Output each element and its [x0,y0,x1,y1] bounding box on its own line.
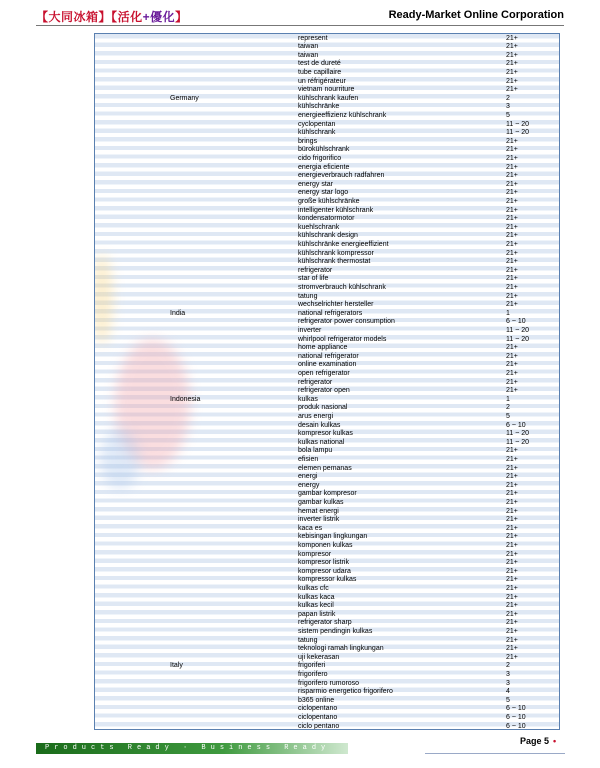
table-row [95,482,559,491]
rank-cell: 21+ [506,498,518,506]
brand-open-bracket: 【 [36,10,49,24]
table-row [95,688,559,697]
country-cell: India [170,309,186,317]
keyword-cell: refrigerator sharp [298,619,352,627]
keyword-cell: risparmio energetico frigorifero [298,688,393,696]
table-row [95,516,559,525]
keyword-cell: refrigerator [298,378,333,386]
page-label: Page 5 [520,736,550,746]
rank-cell: 21+ [506,447,518,455]
keyword-cell: kompressor kulkas [298,576,357,584]
keyword-cell: ciclopentano [298,705,338,713]
keyword-cell: kompresor listrik [298,559,349,567]
rank-cell: 21+ [506,481,518,489]
rank-cell: 6 ~ 10 [506,421,526,429]
rank-cell: 21+ [506,524,518,532]
keyword-cell: sistem pendingin kulkas [298,627,373,635]
rank-cell: 3 [506,670,510,678]
rank-cell: 11 ~ 20 [506,129,530,137]
table-row [95,551,559,560]
keyword-cell: kühlschrank kompressor [298,249,374,257]
keyword-cell: komponen kulkas [298,541,353,549]
table-row [95,404,559,413]
rank-cell: 5 [506,696,510,704]
rank-cell: 21+ [506,189,518,197]
table-row [95,172,559,181]
rank-cell: 21+ [506,645,518,653]
table-row [95,499,559,508]
keyword-cell: refrigerator [298,266,333,274]
rank-cell: 1 [506,395,510,403]
keyword-cell: kompresor udara [298,567,351,575]
table-row [95,559,559,568]
keyword-cell: teknologi ramah lingkungan [298,645,384,653]
page-number [520,736,556,746]
rank-cell: 21+ [506,43,518,51]
keyword-cell: kebisingan lingkungan [298,533,368,541]
table-row [95,645,559,654]
table-row [95,215,559,224]
keyword-cell: kühlschrank thermostat [298,258,371,266]
rank-cell: 21+ [506,576,518,584]
keyword-cell: tatung [298,292,318,300]
rank-cell: 21+ [506,249,518,257]
table-row [95,112,559,121]
header-divider [36,25,564,26]
table-row [95,35,559,44]
rank-cell: 21+ [506,378,518,386]
table-row [95,258,559,267]
table-row [95,43,559,52]
table-row [95,473,559,482]
table-row [95,138,559,147]
rank-cell: 21+ [506,146,518,154]
table-row [95,637,559,646]
brand-close-bracket: 】 [98,10,112,24]
table-row [95,508,559,517]
page-bullet: • [553,736,557,746]
table-row [95,654,559,663]
table-row [95,224,559,233]
table-row [95,275,559,284]
keyword-cell: kulkas national [298,438,345,446]
rank-cell: 4 [506,688,510,696]
keyword-cell: represent [298,34,328,42]
table-row [95,697,559,706]
rank-cell: 2 [506,404,510,412]
table-row [95,422,559,431]
country-cell: Indonesia [170,395,201,403]
rank-cell: 21+ [506,137,518,145]
table-row [95,619,559,628]
rank-cell: 21+ [506,154,518,162]
keyword-cell: star of life [298,275,329,283]
keyword-cell: frigoriferi [298,662,326,670]
table-row [95,52,559,61]
keyword-cell: kompresor [298,550,332,558]
slogan-close-bracket: 】 [175,10,188,24]
keyword-cell: energia eficiente [298,163,350,171]
keyword-cell: inverter listrik [298,516,340,524]
rank-cell: 21+ [506,361,518,369]
keyword-cell: desain kulkas [298,421,341,429]
keyword-cell: national refrigerators [298,309,363,317]
rank-cell: 3 [506,679,510,687]
keyword-cell: bola lampu [298,447,333,455]
keyword-cell: whirlpool refrigerator models [298,335,387,343]
brand-name: 大同冰箱 [48,10,99,24]
rank-cell: 5 [506,111,510,119]
rank-cell: 21+ [506,206,518,214]
rank-cell: 6 ~ 10 [506,318,526,326]
rank-cell: 21+ [506,352,518,360]
rank-cell: 21+ [506,550,518,558]
keyword-cell: energi [298,473,318,481]
table-row [95,413,559,422]
table-row [95,181,559,190]
keyword-cell: gambar kulkas [298,498,344,506]
table-row [95,576,559,585]
brand-title [36,8,188,25]
rank-cell: 11 ~ 20 [506,438,530,446]
table-row [95,723,559,731]
keyword-cell: kulkas cfc [298,584,329,592]
table-row [95,267,559,276]
keyword-cell: vietnam nourriture [298,86,355,94]
keyword-cell: online examination [298,361,357,369]
table-row [95,370,559,379]
rank-cell: 21+ [506,51,518,59]
table-row [95,671,559,680]
keyword-cell: papan listrik [298,610,336,618]
rank-cell: 21+ [506,584,518,592]
keyword-cell: cyclopentan [298,120,336,128]
keyword-cell: kondensatormotor [298,215,355,223]
keyword-cell: kulkas kaca [298,593,335,601]
table-row [95,103,559,112]
table-row [95,447,559,456]
table-row [95,602,559,611]
keyword-cell: kühlschränke [298,103,340,111]
keyword-cell: frigorifero [298,670,328,678]
rank-cell: 21+ [506,533,518,541]
rank-cell: 21+ [506,60,518,68]
keyword-cell: tatung [298,636,318,644]
rank-cell: 21+ [506,593,518,601]
keyword-cell: kuehlschrank [298,223,340,231]
table-row [95,628,559,637]
table-row [95,284,559,293]
keyword-cell: cido frigorifico [298,154,342,162]
rank-cell: 6 ~ 10 [506,713,526,721]
country-cell: Germany [170,94,199,102]
rank-cell: 21+ [506,602,518,610]
rank-cell: 21+ [506,516,518,524]
footer-tagline: Products Ready · Business Ready [45,744,331,752]
table-row [95,232,559,241]
table-row [95,361,559,370]
rank-cell: 21+ [506,653,518,661]
rank-cell: 21+ [506,369,518,377]
keyword-cell: stromverbrauch kühlschrank [298,283,386,291]
keyword-cell: national refrigerator [298,352,359,360]
keyword-cell: energieeffizienz kühlschrank [298,111,387,119]
keyword-cell: home appliance [298,344,348,352]
table-row [95,207,559,216]
rank-cell: 21+ [506,215,518,223]
keyword-cell: wechselrichter hersteller [298,301,374,309]
rank-cell: 21+ [506,507,518,515]
table-row [95,525,559,534]
rank-cell: 21+ [506,567,518,575]
table-row [95,86,559,95]
table-row [95,490,559,499]
keyword-cell: brings [298,137,318,145]
rank-cell: 21+ [506,541,518,549]
table-row [95,250,559,259]
slogan-part2: 優化 [150,10,176,24]
table-row [95,387,559,396]
table-row [95,430,559,439]
rank-cell: 21+ [506,258,518,266]
rank-cell: 21+ [506,163,518,171]
keyword-cell: große kühlschränke [298,197,360,205]
keyword-cell: open refrigerator [298,369,350,377]
page-header [0,0,600,28]
rank-cell: 21+ [506,172,518,180]
keyword-cell: hemat energi [298,507,339,515]
keyword-cell: test de dureté [298,60,341,68]
keyword-cell: b365 online [298,696,335,704]
rank-cell: 5 [506,412,510,420]
table-row [95,241,559,250]
table-row [95,121,559,130]
rank-cell: 3 [506,103,510,111]
rank-cell: 21+ [506,619,518,627]
table-row [95,396,559,405]
table-row [95,353,559,362]
table-row [95,129,559,138]
table-row [95,78,559,87]
table-row [95,155,559,164]
table-row [95,318,559,327]
keyword-cell: kühlschrank kaufen [298,94,359,102]
keyword-cell: kaca es [298,524,323,532]
rank-cell: 21+ [506,232,518,240]
keyword-cell: produk nasional [298,404,348,412]
rank-cell: 21+ [506,559,518,567]
rank-cell: 21+ [506,283,518,291]
keyword-cell: refrigerator power consumption [298,318,395,326]
footer-divider [425,753,565,754]
table-row [95,680,559,689]
table-row [95,146,559,155]
rank-cell: 21+ [506,344,518,352]
table-row [95,594,559,603]
rank-cell: 21+ [506,636,518,644]
rank-cell: 21+ [506,455,518,463]
keyword-cell: kühlschränke energieeffizient [298,240,389,248]
table-row [95,60,559,69]
table-row [95,439,559,448]
keyword-cell: arus energi [298,412,334,420]
table-row [95,189,559,198]
table-row [95,198,559,207]
keyword-cell: taiwan [298,51,319,59]
slogan-part1: 活化 [117,10,143,24]
table-row [95,585,559,594]
rank-cell: 21+ [506,197,518,205]
rank-cell: 2 [506,94,510,102]
keyword-cell: efisien [298,455,319,463]
rank-cell: 6 ~ 10 [506,722,526,730]
rank-cell: 21+ [506,223,518,231]
table-row [95,310,559,319]
rank-cell: 21+ [506,627,518,635]
keyword-cell: intelligenter kühlschrank [298,206,374,214]
rank-cell: 21+ [506,240,518,248]
keyword-cell: tube capillaire [298,68,342,76]
keyword-cell: kulkas [298,395,318,403]
keyword-cell: energy [298,481,320,489]
rank-cell: 11 ~ 20 [506,335,530,343]
rank-cell: 11 ~ 20 [506,120,530,128]
table-row [95,456,559,465]
keyword-cell: energieverbrauch radfahren [298,172,385,180]
rank-cell: 21+ [506,387,518,395]
rank-cell: 21+ [506,275,518,283]
table-row [95,533,559,542]
rank-cell: 21+ [506,464,518,472]
keyword-cell: refrigerator open [298,387,350,395]
table-row [95,164,559,173]
table-row [95,95,559,104]
rank-cell: 21+ [506,490,518,498]
rank-cell: 21+ [506,292,518,300]
table-row [95,465,559,474]
table-row [95,301,559,310]
rank-cell: 21+ [506,86,518,94]
keyword-cell: kühlschrank [298,129,336,137]
keyword-cell: bürokühlschrank [298,146,350,154]
table-row [95,69,559,78]
table-row [95,542,559,551]
company-name: Ready-Market Online Corporation [388,9,564,21]
keyword-cell: un réfrigérateur [298,77,346,85]
keyword-cell: inverter [298,326,322,334]
keyword-cell: gambar kompresor [298,490,357,498]
rank-cell: 6 ~ 10 [506,705,526,713]
keyword-cell: frigorifero rumoroso [298,679,360,687]
rank-cell: 21+ [506,266,518,274]
table-row [95,379,559,388]
rank-cell: 1 [506,309,510,317]
keyword-cell: energy star logo [298,189,349,197]
rank-cell: 2 [506,662,510,670]
country-cell: Italy [170,662,183,670]
keyword-cell: kompresor kulkas [298,430,353,438]
keyword-cell: elemen pemanas [298,464,352,472]
rank-cell: 21+ [506,301,518,309]
keyword-ranking-table [94,33,560,730]
table-row [95,568,559,577]
table-row [95,293,559,302]
keyword-cell: uji kekerasan [298,653,340,661]
rank-cell: 21+ [506,180,518,188]
rank-cell: 21+ [506,473,518,481]
rank-cell: 21+ [506,77,518,85]
table-row [95,705,559,714]
table-row [95,611,559,620]
table-row [95,327,559,336]
rank-cell: 11 ~ 20 [506,326,530,334]
rank-cell: 21+ [506,610,518,618]
table-row [95,344,559,353]
slogan-open-bracket: 【 [111,10,118,24]
rank-cell: 11 ~ 20 [506,430,530,438]
keyword-cell: ciclo pentano [298,722,340,730]
rank-cell: 21+ [506,68,518,76]
keyword-cell: ciclopentano [298,713,338,721]
keyword-cell: energy star [298,180,334,188]
keyword-cell: taiwan [298,43,319,51]
keyword-cell: kulkas kecil [298,602,334,610]
table-row [95,662,559,671]
rank-cell: 21+ [506,34,518,42]
table-row [95,336,559,345]
slogan-plus: + [142,10,151,24]
table-row [95,714,559,723]
keyword-cell: kühlschrank design [298,232,358,240]
